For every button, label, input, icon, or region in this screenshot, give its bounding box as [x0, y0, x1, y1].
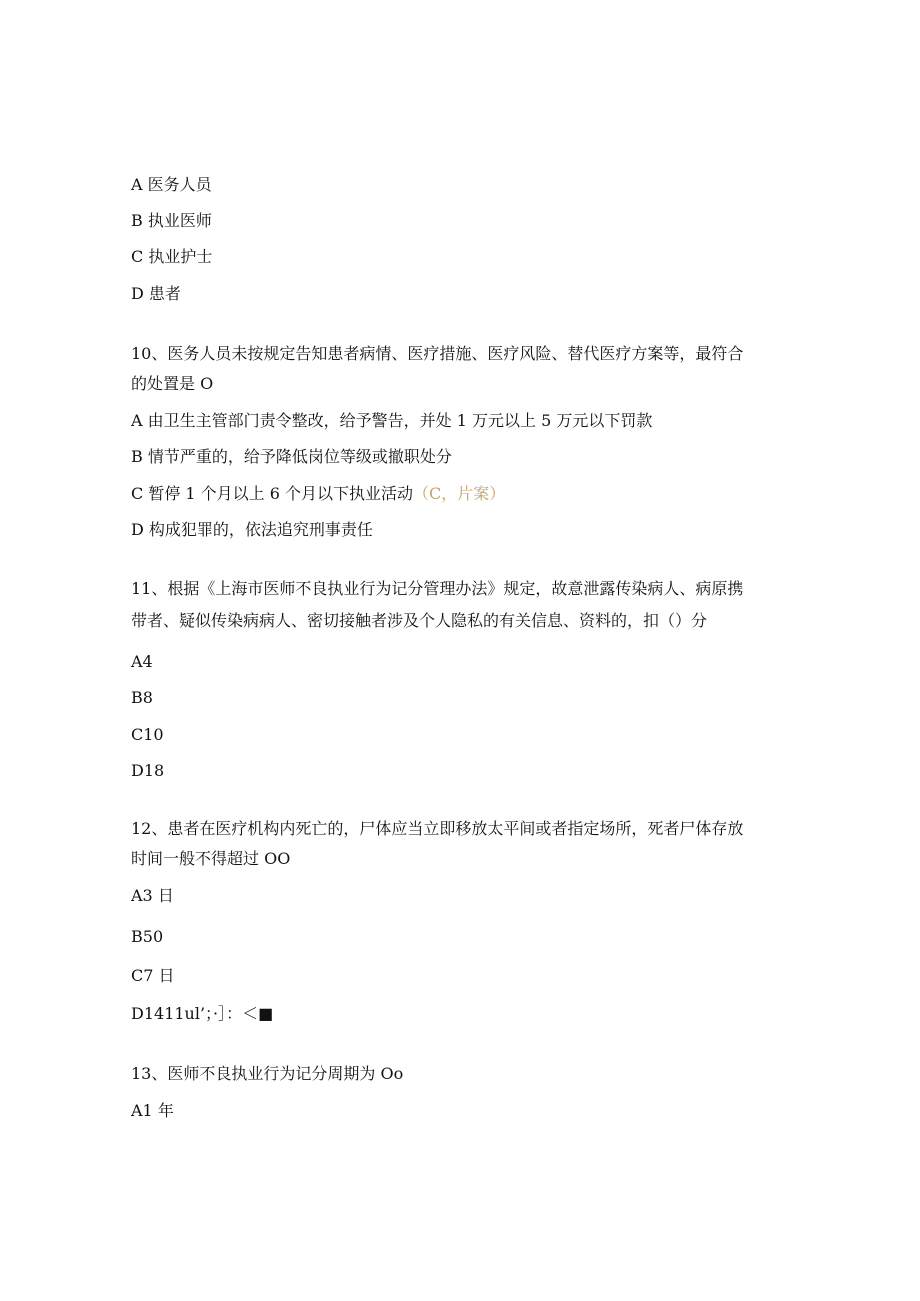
q11-stem-line1: 11、根据《上海市医师不良执业行为记分管理办法》规定，故意泄露传染病人、病原携: [131, 579, 744, 598]
q13-option-a: A1 年: [131, 1101, 174, 1120]
q10-answer-note: （C，片案）: [413, 484, 506, 503]
q11-option-c: C10: [131, 725, 164, 744]
q11-stem-line2: 带者、疑似传染病病人、密切接触者涉及个人隐私的有关信息、资料的，扣（）分: [131, 611, 708, 630]
q12-option-b: B50: [131, 927, 164, 946]
q10-option-a: A 由卫生主管部门责令整改，给予警告，并处 1 万元以上 5 万元以下罚款: [131, 411, 653, 430]
q13-stem: 13、医师不良执业行为记分周期为 Oo: [131, 1064, 404, 1083]
q12-stem-line2: 时间一般不得超过 OO: [131, 849, 291, 868]
q9-option-c: C 执业护士: [131, 247, 213, 266]
q10-stem-line2: 的处置是 O: [131, 374, 214, 393]
q12-option-d: D1411ul’；·］：＜■: [131, 1004, 274, 1023]
q12-option-a: A3 日: [131, 886, 174, 905]
q10-option-d: D 构成犯罪的，依法追究刑事责任: [131, 520, 373, 539]
q12-stem-line1: 12、患者在医疗机构内死亡的，尸体应当立即移放太平间或者指定场所，死者尸体存放: [131, 819, 744, 838]
q10-option-c: [131, 486, 505, 502]
q10-stem-line1: 10、医务人员未按规定告知患者病情、医疗措施、医疗风险、替代医疗方案等，最符合: [131, 344, 744, 363]
q12-option-c: C7 日: [131, 966, 175, 985]
q11-option-d: D18: [131, 761, 165, 780]
q10-option-b: B 情节严重的，给予降低岗位等级或撤职处分: [131, 447, 452, 466]
q9-option-d: D 患者: [131, 284, 181, 303]
q11-option-b: B8: [131, 688, 153, 707]
q9-option-a: A 医务人员: [131, 175, 212, 194]
q11-option-a: A4: [131, 652, 153, 671]
q9-option-b: B 执业医师: [131, 211, 212, 230]
q10-option-c-text: C 暂停 1 个月以上 6 个月以下执业活动: [131, 484, 414, 503]
